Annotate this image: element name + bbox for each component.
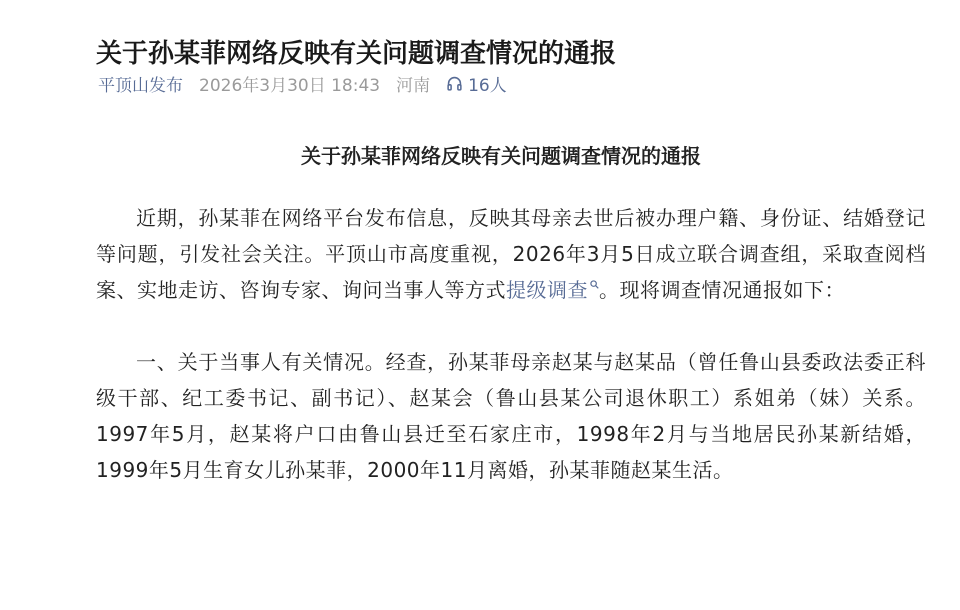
- account-name-link[interactable]: 平顶山发布: [98, 75, 183, 96]
- paragraph-intro-tail: 。现将调查情况通报如下：: [599, 278, 845, 302]
- paragraph-intro-text: 近期，孙某菲在网络平台发布信息，反映其母亲去世后被办理户籍、身份证、结婚登记等问题，引发社会关注。平顶山市高度重视，2026年3月5日成立联合调查组，采取查阅档案、实地走访、咨询专家、询问当事人等方式: [96, 206, 926, 302]
- search-icon: [590, 280, 599, 289]
- headphones-icon: [446, 75, 463, 92]
- article-title: 关于孙某菲网络反映有关问题调查情况的通报: [96, 39, 617, 70]
- listen-count: 16人: [468, 75, 507, 96]
- publish-region: 河南: [396, 75, 431, 96]
- listen-count-button[interactable]: [446, 71, 507, 96]
- paragraph-section-one: 一、关于当事人有关情况。经查，孙某菲母亲赵某与赵某品（曾任鲁山县委政法委正科级干部、纪工委书记、副书记）、赵某会（鲁山县某公司退休职工）系姐弟（妹）关系。1997年5月，赵某将户口由鲁山县迁至石家庄市，1998年2月与当地居民孙某新结婚，1999年5月生育女儿孙某菲，2000年11月离婚，孙某菲随赵某生活。: [96, 350, 926, 482]
- article-body: [96, 128, 926, 524]
- keyword-search-label: 提级调查: [506, 278, 588, 302]
- keyword-search-link[interactable]: [506, 278, 599, 302]
- article-meta: [98, 70, 507, 96]
- publish-time: 2026年3月30日 18:43: [199, 75, 381, 96]
- article-subtitle: 关于孙某菲网络反映有关问题调查情况的通报: [301, 144, 701, 168]
- paragraph-intro: [96, 200, 926, 308]
